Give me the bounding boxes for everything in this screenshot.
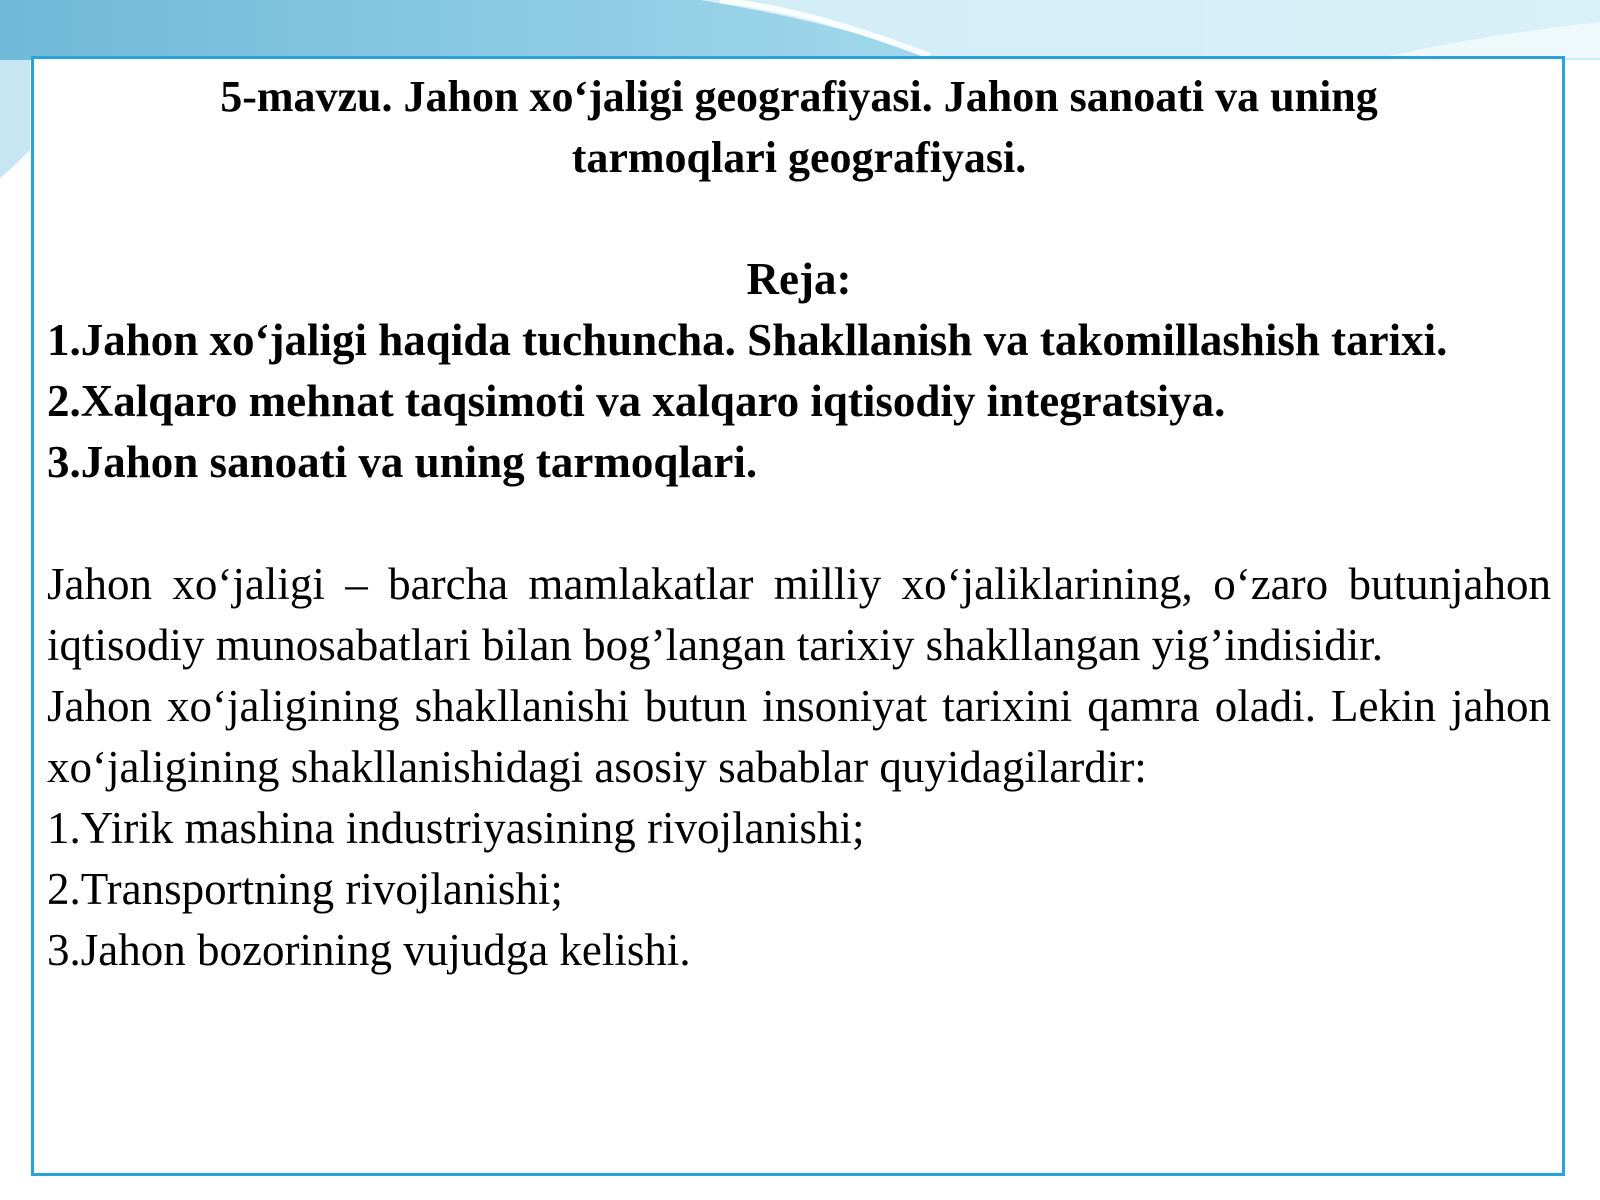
plan-item-3: 3.Jahon sanoati va uning tarmoqlari. xyxy=(47,437,758,487)
slide-title xyxy=(47,66,1551,188)
definition-paragraph: Jahon xo‘jaligi – barcha mamlakatlar milliy xo‘jaliklarining, o‘zaro butunjahon iqtisodiy munosabatlari bilan bog’langan tarixiy shakllangan yig’indisidir. xyxy=(47,559,1551,670)
plan-item-2: 2.Xalqaro mehnat taqsimoti va xalqaro iqtisodiy integratsiya. xyxy=(47,376,1226,426)
title-line-2: tarmoqlari geografiyasi. xyxy=(571,133,1027,182)
reason-item-3: 3.Jahon bozorining vujudga kelishi. xyxy=(47,925,691,975)
spacer xyxy=(47,493,1551,554)
plan-heading: Reja: xyxy=(746,254,852,304)
reason-item-1: 1.Yirik mashina industriyasining rivojlanishi; xyxy=(47,803,865,853)
title-line-1: 5-mavzu. Jahon xo‘jaligi geografiyasi. Jahon sanoati va uning xyxy=(220,72,1378,121)
spacer xyxy=(47,188,1551,249)
reasons-intro-paragraph: Jahon xo‘jaligining shakllanishi butun insoniyat tarixini qamra oladi. Lekin jahon xo‘jaligining shakllanishidagi asosiy sabablar quyidagilardir: xyxy=(47,681,1551,792)
reason-item-2: 2.Transportning rivojlanishi; xyxy=(47,864,563,914)
slide-content xyxy=(47,66,1551,981)
plan-item-1: 1.Jahon xo‘jaligi haqida tuchuncha. Shakllanish va takomillashish tarixi. xyxy=(47,315,1448,365)
